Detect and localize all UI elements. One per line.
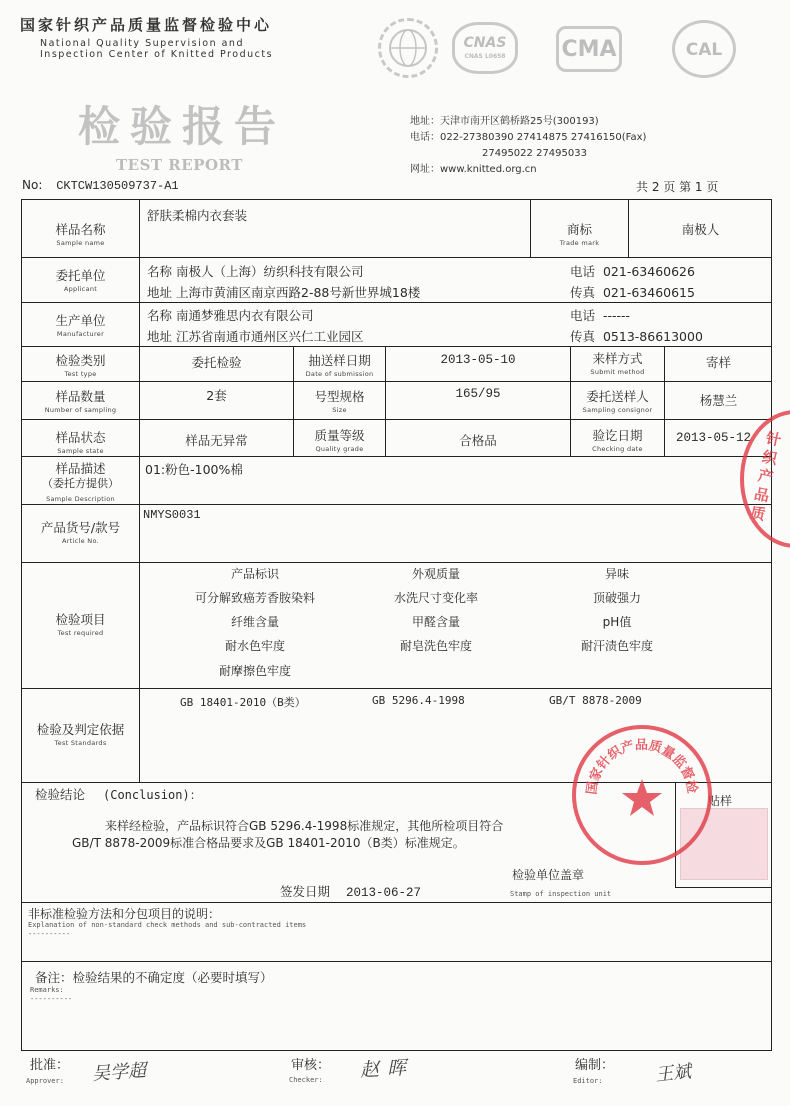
manufacturer-tel-label: 电话 bbox=[570, 308, 596, 323]
sample-description-label bbox=[22, 462, 139, 506]
org-name-cn: 国家针织产品质量监督检验中心 bbox=[20, 16, 273, 34]
org-name-en bbox=[40, 38, 273, 60]
checker-label-en: Checker: bbox=[289, 1076, 323, 1084]
report-number-label: No: bbox=[22, 178, 43, 192]
cma-logo-text: CMA bbox=[561, 37, 617, 62]
manufacturer-address bbox=[147, 327, 364, 345]
article-no-value: NMYS0031 bbox=[143, 508, 201, 522]
size-label bbox=[294, 387, 385, 414]
issue-date bbox=[280, 882, 421, 900]
article-no-label-cn: 产品货号/款号 bbox=[40, 520, 121, 535]
explanation-label-en: Explanation of non-standard check methods and sub-contracted items bbox=[28, 921, 307, 929]
remarks-label: 备注：检验结果的不确定度（必要时填写） bbox=[35, 970, 273, 985]
test-item: 耐水色牢度 bbox=[224, 639, 285, 653]
stamp-label: 检验单位盖章 bbox=[512, 868, 585, 882]
consignor-value: 杨慧兰 bbox=[699, 393, 738, 408]
test-type-label-en: Test type bbox=[64, 370, 97, 378]
cnas-logo bbox=[452, 22, 518, 74]
cma-logo bbox=[556, 26, 622, 72]
submit-method-label-en: Submit method bbox=[590, 368, 645, 376]
submission-label-en: Date of submission bbox=[305, 370, 374, 378]
applicant-label-en: Applicant bbox=[63, 285, 98, 293]
submission-value: 2013-05-10 bbox=[440, 353, 516, 367]
address: 地址：天津市南开区鹤桥路25号(300193) bbox=[410, 116, 599, 127]
report-title-cn: 检验报告 bbox=[78, 102, 287, 151]
seal-ring-text: 国家针织产品质量监督检 bbox=[584, 737, 700, 796]
manufacturer-name bbox=[147, 306, 314, 324]
svg-text:国家针织产品质量监督检验中心 bbox=[576, 729, 700, 796]
test-item: 顶破强力 bbox=[592, 591, 641, 605]
seal-graphic bbox=[576, 729, 708, 861]
test-item: 甲醛含量 bbox=[411, 615, 460, 629]
test-required-label-en: Test required bbox=[57, 629, 104, 637]
size-label-cn: 号型规格 bbox=[314, 389, 365, 404]
applicant-tel-value: 021-63460626 bbox=[602, 264, 695, 279]
sample-state-label bbox=[22, 428, 139, 455]
test-required-label-cn: 检验项目 bbox=[55, 612, 106, 627]
contact-block bbox=[410, 114, 646, 178]
applicant-fax-value: 021-63460615 bbox=[602, 285, 695, 300]
seal-logo bbox=[378, 18, 438, 78]
manufacturer-fax-label: 传真 bbox=[570, 329, 596, 344]
checker-label: 审核： bbox=[291, 1058, 331, 1073]
applicant-address-label: 地址 bbox=[147, 285, 173, 300]
manufacturer-address-value: 江苏省南通市通州区兴仁工业园区 bbox=[176, 329, 364, 344]
sample-name-value: 舒肤柔棉内衣套装 bbox=[147, 208, 248, 223]
article-no-label bbox=[22, 518, 139, 545]
manufacturer-fax bbox=[570, 327, 703, 345]
standard-item: GB 5296.4-1998 bbox=[372, 694, 465, 707]
manufacturer-address-label: 地址 bbox=[147, 329, 173, 344]
test-item: 产品标识 bbox=[230, 567, 279, 581]
manufacturer-label-en: Manufacturer bbox=[56, 330, 105, 338]
explanation-label: 非标准检验方法和分包项目的说明： bbox=[28, 907, 221, 921]
checking-date-label-cn: 验讫日期 bbox=[592, 428, 643, 443]
sample-state-value: 样品无异常 bbox=[185, 433, 248, 448]
manufacturer-label-cn: 生产单位 bbox=[55, 313, 106, 328]
applicant-name-label: 名称 bbox=[147, 264, 173, 279]
manufacturer-tel-value: ------ bbox=[602, 308, 631, 323]
submission-label bbox=[294, 351, 385, 378]
approver-label: 批准： bbox=[30, 1058, 70, 1073]
applicant-label-cn: 委托单位 bbox=[55, 268, 106, 283]
manufacturer-fax-value: 0513-86613000 bbox=[602, 329, 703, 344]
paste-sample-label: 贴样 bbox=[708, 794, 733, 808]
report-title-en: TEST REPORT bbox=[116, 156, 243, 174]
submission-label-cn: 抽送样日期 bbox=[308, 353, 371, 368]
conclusion-heading bbox=[35, 785, 202, 803]
quality-grade-label bbox=[294, 426, 385, 453]
standard-item: GB/T 8878-2009 bbox=[549, 694, 642, 707]
trademark-label bbox=[531, 220, 628, 247]
test-type-label bbox=[22, 351, 139, 378]
applicant-address-value: 上海市黄浦区南京西路2-88号新世界城18楼 bbox=[176, 285, 421, 300]
cnas-code: CNAS L0658 bbox=[464, 53, 506, 60]
stamp-label-en: Stamp of inspection unit bbox=[510, 890, 612, 898]
editor-label-en: Editor: bbox=[573, 1077, 603, 1085]
phone-line1: 电话：022-27380390 27414875 27416150(Fax) bbox=[410, 132, 647, 143]
issue-date-value: 2013-06-27 bbox=[346, 886, 422, 900]
report-number bbox=[22, 178, 179, 193]
edge-seal-text: 针织产品质 bbox=[748, 428, 783, 525]
consignor-label bbox=[571, 387, 664, 414]
test-item: 水洗尺寸变化率 bbox=[393, 591, 478, 605]
checking-date-label bbox=[571, 426, 664, 453]
test-required-label bbox=[22, 610, 139, 637]
test-type-label-cn: 检验类别 bbox=[55, 353, 106, 368]
page-count: 共 2 页 第 1 页 bbox=[636, 180, 719, 194]
editor-signature: 王斌 bbox=[654, 1061, 693, 1086]
remarks-label-en: Remarks: bbox=[30, 986, 64, 994]
submit-method-label bbox=[571, 349, 664, 376]
applicant-fax-label: 传真 bbox=[570, 285, 596, 300]
sample-name-label bbox=[22, 220, 139, 247]
trademark-label-en: Trade mark bbox=[559, 239, 600, 247]
checker-signature: 赵晖 bbox=[359, 1056, 415, 1082]
applicant-tel bbox=[570, 262, 695, 280]
sample-state-label-en: Sample state bbox=[57, 447, 104, 455]
test-item: 异味 bbox=[604, 567, 629, 581]
globe-icon bbox=[381, 21, 435, 75]
remarks-value: ---------- bbox=[30, 995, 73, 1003]
editor-label: 编制： bbox=[575, 1058, 615, 1073]
sample-name-label-cn: 样品名称 bbox=[55, 222, 106, 237]
test-standards-label-en: Test Standards bbox=[54, 739, 107, 747]
applicant-tel-label: 电话 bbox=[570, 264, 596, 279]
cal-logo bbox=[672, 20, 736, 78]
submit-method-value: 寄样 bbox=[705, 355, 731, 370]
sample-description-label-cn: 样品描述 bbox=[55, 461, 106, 476]
sample-description-value: 01:粉色-100%棉 bbox=[145, 462, 243, 477]
sample-name-label-en: Sample name bbox=[56, 239, 105, 247]
applicant-name-value: 南极人（上海）纺织科技有限公司 bbox=[176, 264, 364, 279]
approver-label-en: Approver: bbox=[26, 1077, 64, 1085]
website: 网址：www.knitted.org.cn bbox=[410, 164, 537, 175]
quality-grade-label-en: Quality grade bbox=[315, 445, 364, 453]
explanation-value: ---------- bbox=[28, 930, 71, 938]
conclusion-label-cn: 检验结论 bbox=[35, 787, 86, 802]
sampling-number-label-cn: 样品数量 bbox=[55, 389, 106, 404]
manufacturer-label bbox=[22, 311, 139, 338]
inspection-seal bbox=[572, 725, 712, 865]
test-item: 纤维含量 bbox=[230, 615, 279, 629]
star-icon bbox=[622, 779, 662, 816]
approver-signature: 吴学超 bbox=[91, 1060, 147, 1085]
quality-grade-value: 合格品 bbox=[459, 433, 497, 448]
cal-logo-text: CAL bbox=[685, 40, 723, 60]
phone-line2: 27495022 27495033 bbox=[482, 148, 587, 159]
applicant-fax bbox=[570, 283, 695, 301]
size-value: 165/95 bbox=[455, 387, 501, 401]
applicant-label bbox=[22, 266, 139, 293]
test-item: 耐摩擦色牢度 bbox=[218, 664, 291, 678]
standard-item: GB 18401-2010（B类） bbox=[180, 696, 306, 709]
org-en-line2: Inspection Center of Knitted Products bbox=[40, 49, 274, 60]
size-label-en: Size bbox=[332, 406, 347, 414]
submit-method-label-cn: 来样方式 bbox=[592, 351, 643, 366]
sample-description-label-en: Sample Description bbox=[46, 495, 115, 503]
sample-description-label-sub: （委托方提供） bbox=[42, 477, 119, 490]
test-item: 耐汗渍色牢度 bbox=[580, 639, 653, 653]
checking-date-label-en: Checking date bbox=[592, 445, 643, 453]
cnas-logo-text: CNAS bbox=[463, 35, 507, 51]
consignor-label-en: Sampling consignor bbox=[582, 406, 653, 414]
test-item: pH值 bbox=[602, 615, 632, 629]
trademark-value: 南极人 bbox=[681, 222, 720, 237]
conclusion-line1: 来样经检验，产品标识符合GB 5296.4-1998标准规定，其他所检项目符合 bbox=[105, 819, 504, 833]
conclusion-line2: GB/T 8878-2009标准合格品要求及GB 18401-2010（B类）标准规定。 bbox=[72, 836, 465, 850]
sampling-number-value: 2套 bbox=[206, 388, 227, 403]
org-en-line1: National Quality Supervision and bbox=[40, 38, 244, 49]
test-standards-label-cn: 检验及判定依据 bbox=[36, 722, 125, 737]
consignor-label-cn: 委托送样人 bbox=[586, 389, 649, 404]
issue-date-label: 签发日期 bbox=[280, 884, 331, 899]
test-item: 可分解致癌芳香胺染料 bbox=[194, 591, 315, 605]
manufacturer-tel bbox=[570, 306, 630, 324]
checking-date-value: 2013-05-12 bbox=[676, 431, 752, 445]
test-standards-label bbox=[22, 720, 139, 747]
applicant-address bbox=[147, 283, 420, 301]
test-item: 耐皂洗色牢度 bbox=[399, 639, 472, 653]
sample-state-label-cn: 样品状态 bbox=[55, 430, 106, 445]
trademark-label-cn: 商标 bbox=[566, 222, 592, 237]
report-number-value: CKTCW130509737-A1 bbox=[56, 179, 179, 193]
manufacturer-name-label: 名称 bbox=[147, 308, 173, 323]
sampling-number-label bbox=[22, 387, 139, 414]
test-type-value: 委托检验 bbox=[191, 355, 242, 370]
article-no-label-en: Article No. bbox=[61, 537, 99, 545]
applicant-name bbox=[147, 262, 364, 280]
conclusion-label-en: (Conclusion)： bbox=[103, 788, 202, 802]
test-item: 外观质量 bbox=[411, 567, 460, 581]
sampling-number-label-en: Number of sampling bbox=[44, 406, 117, 414]
quality-grade-label-cn: 质量等级 bbox=[314, 428, 365, 443]
manufacturer-name-value: 南通梦雅思内衣有限公司 bbox=[176, 308, 314, 323]
